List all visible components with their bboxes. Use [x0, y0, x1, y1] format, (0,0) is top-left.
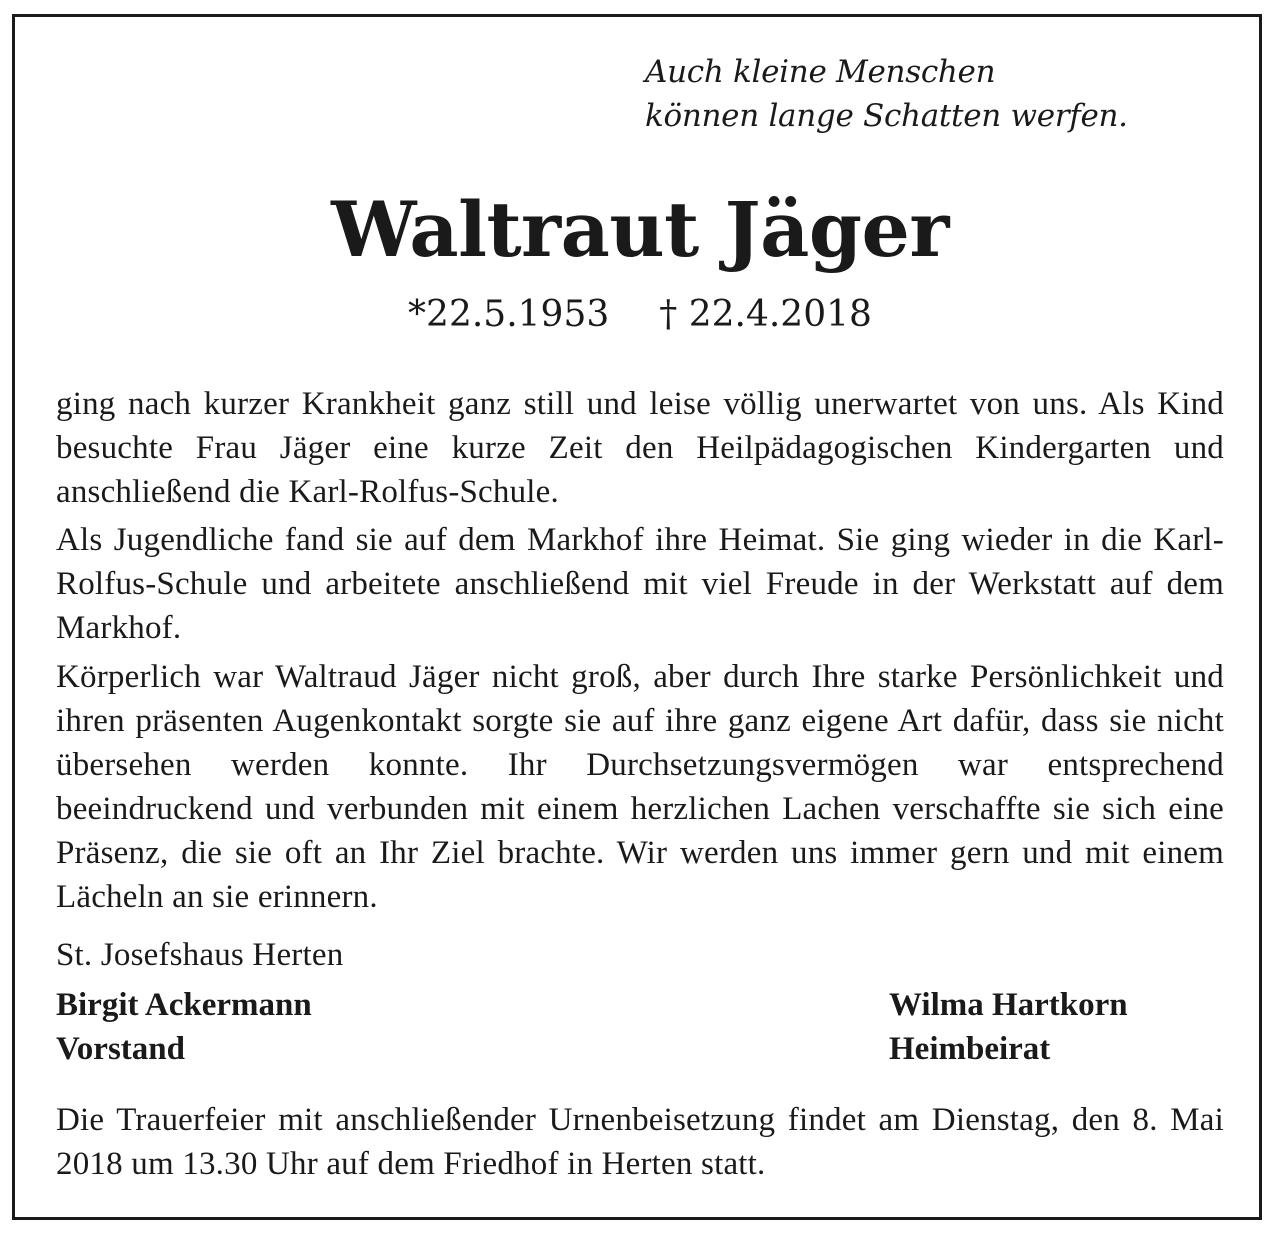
motto-line-1: Auch kleine Menschen [645, 54, 996, 90]
birth-date: *22.5.1953 [408, 294, 610, 335]
motto [645, 50, 1128, 138]
paragraph-2: Als Jugendliche fand sie auf dem Markhof ihre Heimat. Sie ging wieder in die Karl-Rolfus-Schule und arbeitete anschließend mit viel Freude in der Werkstatt auf dem Markhof. [56, 522, 1224, 646]
deceased-name: Waltraut Jäger [331, 185, 949, 274]
organization-name: St. Josefshaus Herten [56, 937, 344, 973]
signatory-right-name: Wilma Hartkorn [889, 987, 1128, 1023]
signatory-right [889, 983, 1128, 1071]
paragraph-3: Körperlich war Waltraud Jäger nicht groß, aber durch Ihre starke Persönlichkeit und ihren präsenten Augenkontakt sorgte sie auf ihre ganz eigene Art dafür, dass sie nicht übersehen werden konnte. Ihr Durchsetzungsvermögen war entsprechend beeindruckend und verbunden mit einem herzlichen Lachen verschaffte sie sich eine Präsenz, die sie oft an Ihr Ziel brachte. Wir werden uns immer gern und mit einem Lächeln an sie erinnern. [56, 659, 1224, 915]
death-date: † 22.4.2018 [659, 294, 872, 335]
signatory-left-role: Vorstand [56, 1031, 185, 1067]
signatory-left [56, 983, 312, 1071]
paragraph-1: ging nach kurzer Krankheit ganz still und leise völlig unerwartet von uns. Als Kind besuchte Frau Jäger eine kurze Zeit den Heilpädagogischen Kindergarten und anschließend die Karl-Rolfus-Schule. [56, 386, 1224, 510]
signatory-left-name: Birgit Ackermann [56, 987, 312, 1023]
motto-line-2: können lange Schatten werfen. [645, 98, 1128, 134]
funeral-announcement: Die Trauerfeier mit anschließender Urnenbeisetzung findet am Dienstag, den 8. Mai 2018 um 13.30 Uhr auf dem Friedhof in Herten statt. [56, 1102, 1224, 1182]
signatory-right-role: Heimbeirat [889, 1031, 1051, 1067]
life-dates [0, 290, 1280, 340]
